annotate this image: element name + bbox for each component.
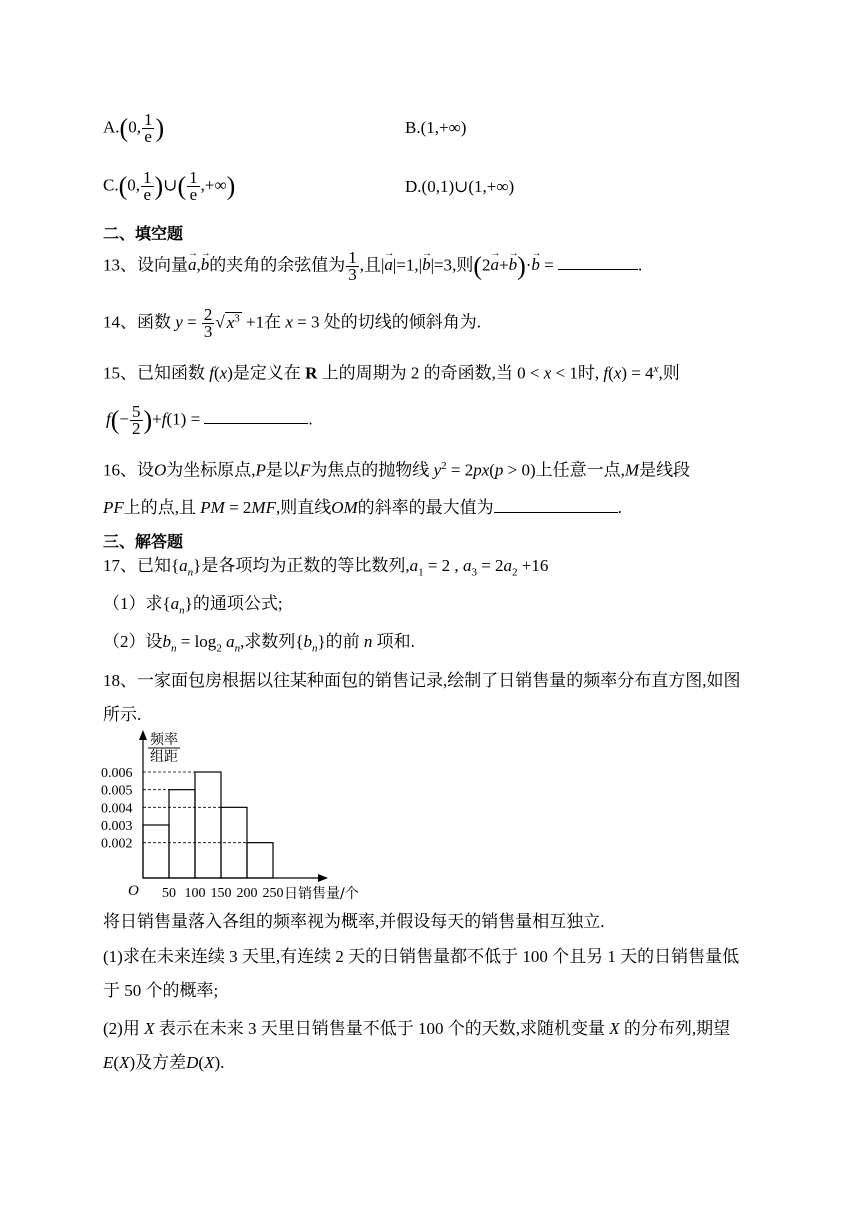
question-18-part2: (2)用 X 表示在未来 3 天里日销售量不低于 100 个的天数,求随机变量 X 的分布列,期望 [103, 1019, 731, 1038]
histogram-chart [100, 728, 380, 903]
question-17: 17、已知$\{a_n\}$是各项均为正数的等比数列$,a_1 = 2$ , $a_3 = 2a_2 +16$ [103, 556, 549, 579]
option-d-content: (0,1)∪(1,+∞) [421, 177, 515, 196]
question-13: 13、设向量→ a,→ b的夹角的余弦值为 $\frac{1}{3}$ ,且|→ a|=1,|→ b|=3,则(2→ a+→ b)·→ b = . [103, 250, 642, 283]
x-tick-250: 250 [262, 886, 284, 901]
y-tick-labels [101, 766, 133, 852]
question-14: 14、函数 y = $\frac{2}{3}$ √ $x^3 +1$在 x = 3 处的切线的倾斜角为. [103, 305, 482, 342]
question-17-part2: （2）设$b_n = \log_2 a_n$,求数列$\{b_n\}$的前 n 项和. [103, 632, 415, 655]
question-18-line1: 18、一家面包房根据以往某种面包的销售记录,绘制了日销售量的频率分布直方图,如图 [103, 671, 741, 690]
question-18-part1a: (1)求在未来连续 3 天里,有连续 2 天的日销售量都不低于 100 个且另 1 天的日销售量低 [103, 947, 740, 966]
option-b-content: (1,+∞) [420, 118, 467, 137]
question-15-line1: 15、已知函数 f(x)是定义在 R 上的周期为 2 的奇函数,当 0 < x < 1时, $f(x) = 4^x$,则 [103, 363, 680, 383]
option-c: C.(0, $\frac{1}{e}$ )∪( $\frac{1}{e}$ ,+∞) [103, 168, 236, 204]
question-16-line1: 16、设O为坐标原点,P是以F为焦点的抛物线 $y^2 = 2px(p > 0)$上任意一点,M是线段 [103, 460, 691, 480]
x-tick-50: 50 [162, 886, 176, 901]
option-d: D.(0,1)∪(1,+∞) [405, 177, 515, 196]
y-tick-0.002: 0.002 [101, 836, 133, 852]
y-tick-0.005: 0.005 [101, 783, 133, 799]
x-tick-100: 100 [184, 886, 206, 901]
q16-answer-blank[interactable] [494, 496, 618, 513]
x-axis-arrow [318, 874, 328, 882]
q15-answer-blank[interactable] [204, 407, 308, 424]
question-18-line3: 将日销售量落入各组的频率视为概率,并假设每天的销售量相互独立. [103, 912, 605, 931]
option-b: B.(1,+∞) [405, 118, 467, 137]
q13-answer-blank[interactable] [558, 253, 638, 270]
question-18-part3: E(X)及方差D(X). [103, 1053, 225, 1072]
origin-label: O [128, 883, 139, 899]
x-tick-200: 200 [236, 886, 258, 901]
y-axis-arrow [139, 730, 147, 740]
question-16-line2: PF上的点,且 PM = 2MF,则直线OM的斜率的最大值为 . [103, 498, 622, 517]
section-fill-blank-heading: 二、填空题 [103, 224, 184, 243]
question-15-line2: f(− $\frac{5}{2}$ )+f(1) = . [106, 402, 313, 438]
bar-0-50 [143, 825, 169, 878]
y-tick-0.004: 0.004 [101, 801, 133, 817]
x-tick-150: 150 [210, 886, 232, 901]
option-a: A.(0, $\frac{1}{e}$ ) [103, 110, 165, 146]
y-label-numerator: 频率 [150, 732, 178, 748]
question-18-line2: 所示. [103, 705, 142, 724]
y-tick-0.006: 0.006 [101, 766, 133, 781]
x-tick-labels [162, 886, 284, 901]
y-label-denominator: 组距 [150, 749, 178, 765]
section-answer-heading: 三、解答题 [103, 532, 184, 551]
question-17-part1: （1）求$\{a_n\}$的通项公式; [103, 594, 283, 617]
y-tick-0.003: 0.003 [101, 819, 133, 834]
question-18-part1b: 于 50 个的概率; [103, 981, 219, 1000]
bar-50-100 [169, 790, 195, 878]
chart-bars [143, 772, 273, 878]
x-axis-label: 日销售量/个 [284, 886, 359, 902]
bar-200-250 [247, 843, 273, 878]
bar-100-150 [195, 772, 221, 878]
